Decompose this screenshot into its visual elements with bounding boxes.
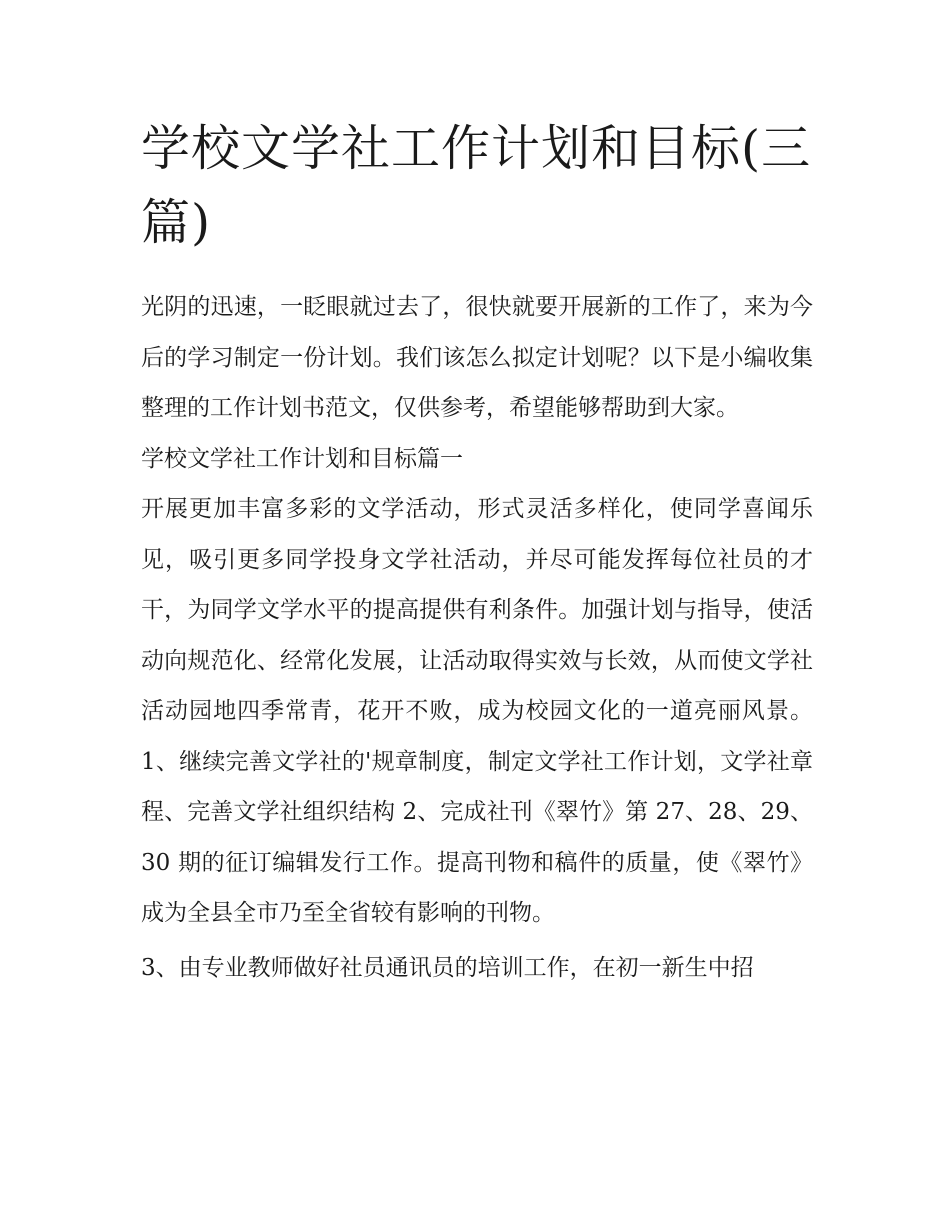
section-body-paragraph: 开展更加丰富多彩的文学活动，形式灵活多样化，使同学喜闻乐见，吸引更多同学投身文学社活动，并尽可能发挥每位社员的才干，为同学文学水平的提高提供有利条件。加强计划与指导，使活动向规范化、经常化发展，让活动取得实效与长效，从而使文学社活动园地四季常青，花开不败，成为校园文化的一道亮丽风景。1、继续完善文学社的'规章制度，制定文学社工作计划，文学社章程、完善文学社组织结构 2、完成社刊《翠竹》第 27、28、29、30 期的征订编辑发行工作。提高刊物和稿件的质量，使《翠竹》成为全县全市乃至全省较有影响的刊物。 [141, 496, 813, 926]
document-body [141, 112, 813, 993]
document-title: 学校文学社工作计划和目标(三篇) [141, 120, 812, 251]
section-heading: 学校文学社工作计划和目标篇一 [141, 445, 463, 472]
intro-paragraph: 光阴的迅速，一眨眼就过去了，很快就要开展新的工作了，来为今后的学习制定一份计划。我们该怎么拟定计划呢？以下是小编收集整理的工作计划书范文，仅供参考，希望能够帮助到大家。 [141, 294, 813, 421]
list-item-3: 3、由专业教师做好社员通讯员的培训工作，在初一新生中招 [141, 954, 754, 981]
